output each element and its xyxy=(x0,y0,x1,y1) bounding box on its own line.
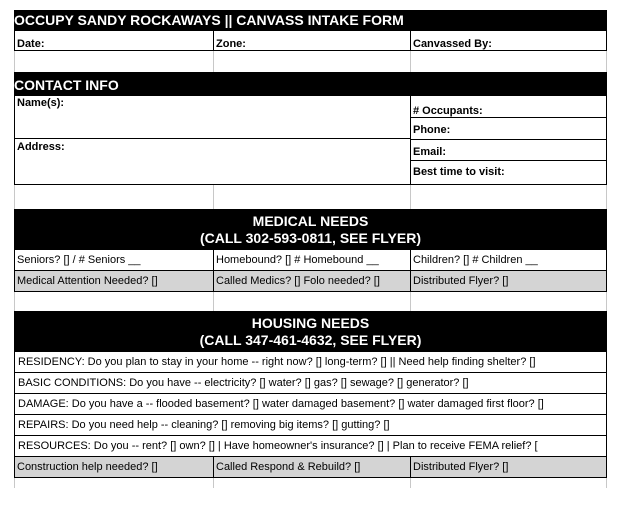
medical-phone: (CALL 302-593-0811, SEE FLYER) xyxy=(200,229,421,246)
occupants-field[interactable]: # Occupants: xyxy=(411,96,606,118)
intake-form xyxy=(14,10,607,488)
canvassed-by-field[interactable]: Canvassed By: xyxy=(413,38,492,50)
medical-heading-bar xyxy=(14,209,607,250)
residency-question: RESIDENCY: Do you plan to stay in your home -- right now? [] long-term? [] || Need help finding shelter? [] xyxy=(18,356,536,368)
construction-help-checkbox[interactable]: Construction help needed? [] xyxy=(15,457,214,477)
form-title: OCCUPY SANDY ROCKAWAYS || CANVASS INTAKE FORM xyxy=(14,12,404,28)
damage-row[interactable] xyxy=(14,394,607,415)
spacer-row xyxy=(14,478,607,488)
resources-question: RESOURCES: Do you -- rent? [] own? [] | Have homeowner's insurance? [] | Plan to receive FEMA relief? [ xyxy=(18,440,538,452)
basic-conditions-row[interactable] xyxy=(14,373,607,394)
names-field[interactable]: Name(s): xyxy=(15,96,410,139)
header-fields-row xyxy=(14,31,607,51)
email-field[interactable]: Email: xyxy=(411,140,606,161)
repairs-row[interactable] xyxy=(14,415,607,436)
housing-heading-bar xyxy=(14,311,607,352)
housing-heading: HOUSING NEEDS xyxy=(251,314,370,331)
basic-conditions-question: BASIC CONDITIONS: Do you have -- electricity? [] water? [] gas? [] sewage? [] generator? [] xyxy=(18,377,469,389)
damage-question: DAMAGE: Do you have a -- flooded basement? [] water damaged basement? [] water damaged first floor? [] xyxy=(18,398,544,410)
repairs-question: REPAIRS: Do you need help -- cleaning? [] removing big items? [] gutting? [] xyxy=(18,419,390,431)
spacer-row xyxy=(14,185,607,209)
residency-row[interactable] xyxy=(14,352,607,373)
medical-flyer-checkbox[interactable]: Distributed Flyer? [] xyxy=(413,275,509,287)
contact-heading-bar xyxy=(14,72,607,96)
called-respond-rebuild-checkbox[interactable]: Called Respond & Rebuild? [] xyxy=(214,457,411,477)
seniors-field[interactable]: Seniors? [] / # Seniors __ xyxy=(15,250,214,270)
date-field[interactable]: Date: xyxy=(15,31,214,50)
form-title-bar xyxy=(14,10,607,31)
medical-row-2 xyxy=(14,271,607,292)
housing-phone: (CALL 347-461-4632, SEE FLYER) xyxy=(199,331,422,348)
zone-field[interactable]: Zone: xyxy=(214,31,411,50)
housing-final-row xyxy=(14,457,607,478)
resources-row[interactable] xyxy=(14,436,607,457)
address-field[interactable]: Address: xyxy=(17,141,65,153)
called-medics-checkbox[interactable]: Called Medics? [] Folo needed? [] xyxy=(214,271,411,291)
children-field[interactable]: Children? [] # Children __ xyxy=(413,254,538,266)
spacer-row xyxy=(14,292,607,311)
homebound-field[interactable]: Homebound? [] # Homebound __ xyxy=(214,250,411,270)
contact-block xyxy=(14,96,607,185)
phone-field[interactable]: Phone: xyxy=(411,118,606,140)
contact-heading: CONTACT INFO xyxy=(14,77,119,93)
housing-flyer-checkbox[interactable]: Distributed Flyer? [] xyxy=(413,461,509,473)
medical-row-1 xyxy=(14,250,607,271)
spacer-row xyxy=(14,51,607,72)
medical-attention-checkbox[interactable]: Medical Attention Needed? [] xyxy=(15,271,214,291)
best-time-field[interactable]: Best time to visit: xyxy=(413,166,505,178)
medical-heading: MEDICAL NEEDS xyxy=(252,212,369,229)
